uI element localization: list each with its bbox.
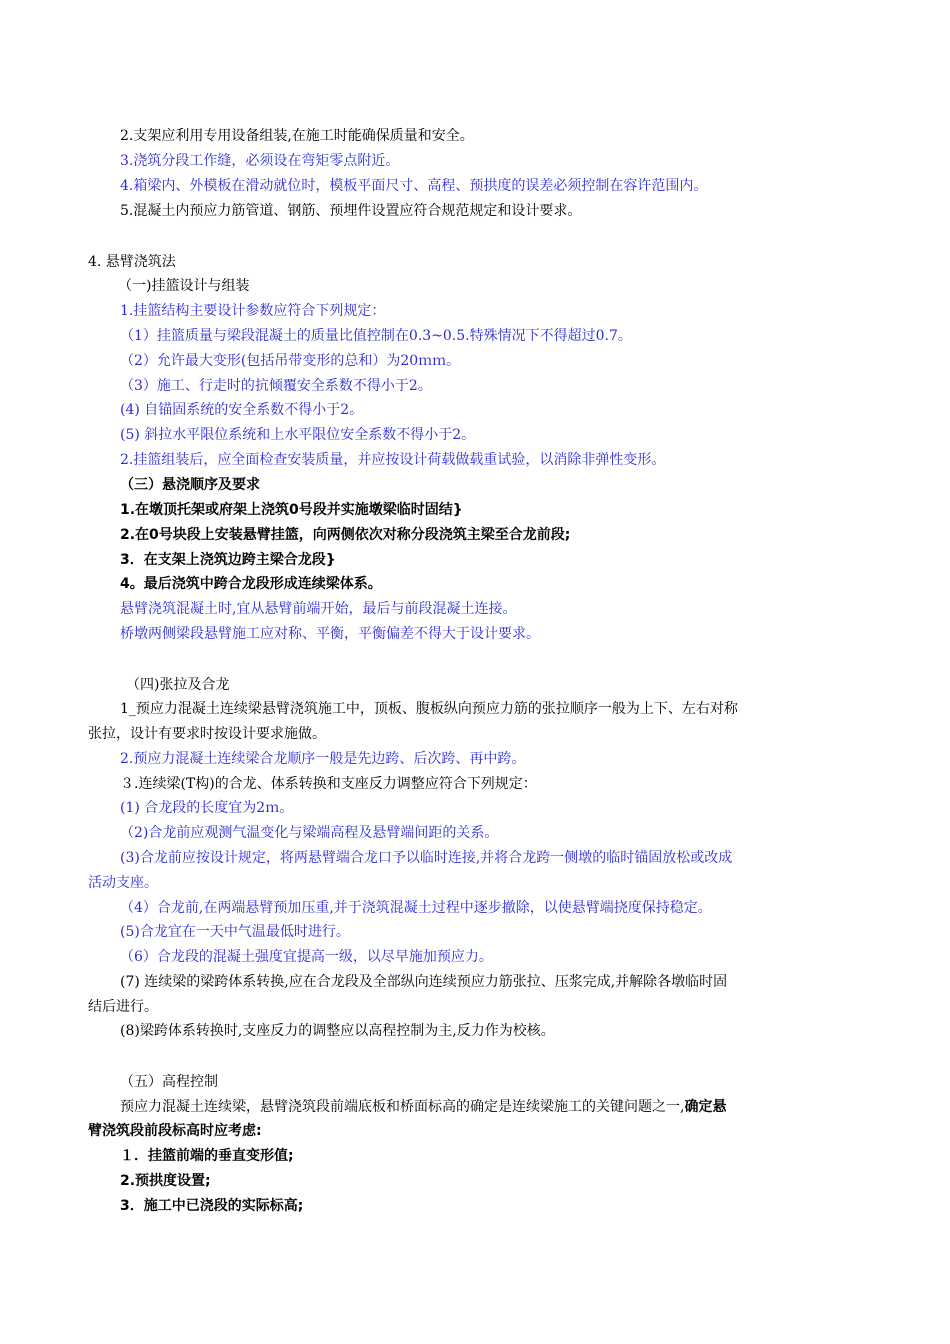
paragraph-line bbox=[120, 1097, 726, 1117]
list-item: (5) 斜拉水平限位系统和上水平限位安全系数不得小于2。 bbox=[120, 427, 476, 443]
list-item-continuation: 结后进行。 bbox=[88, 999, 158, 1015]
paragraph-line: 桥墩两侧梁段悬臂施工应对称、平衡，平衡偏差不得大于设计要求。 bbox=[120, 626, 540, 642]
list-item: 2.在0号块段上安装悬臂挂篮，向两侧依次对称分段浇筑主梁至合龙前段; bbox=[120, 527, 571, 543]
list-item: (7) 连续梁的梁跨体系转换,应在合龙段及全部纵向连续预应力筋张拉、压浆完成,并解除各墩临时固 bbox=[120, 974, 728, 990]
list-item: （2)合龙前应观测气温变化与梁端高程及悬臂端间距的关系。 bbox=[120, 825, 499, 841]
paragraph-line: 悬臂浇筑混凝土时,宜从悬臂前端开始，最后与前段混凝土连接。 bbox=[120, 601, 517, 617]
list-item: （2）允许最大变形(包括吊带变形的总和）为20ｍｍ。 bbox=[120, 353, 461, 369]
list-item: 2.预应力混凝土连续梁合龙顺序一般是先边跨、后次跨、再中跨。 bbox=[120, 751, 526, 767]
subsection-title: （三）悬浇顺序及要求 bbox=[120, 477, 260, 493]
list-item: (8)梁跨体系转换时,支座反力的调整应以高程控制为主,反力作为校核。 bbox=[120, 1023, 555, 1039]
list-item: 3．在支架上浇筑边跨主梁合龙段} bbox=[120, 552, 336, 568]
paragraph-line: 2.支架应利用专用设备组装,在施工时能确保质量和安全。 bbox=[120, 128, 474, 144]
paragraph-text: 预应力混凝土连续梁，悬臂浇筑段前端底板和桥面标高的确定是连续梁施工的关键问题之一, bbox=[120, 1099, 685, 1115]
paragraph-line: 3.浇筑分段工作缝，必须设在弯矩零点附近。 bbox=[120, 153, 400, 169]
list-item: 3．施工中已浇段的实际标高; bbox=[120, 1198, 304, 1214]
list-item: （3）施工、行走时的抗倾覆安全系数不得小于2。 bbox=[120, 378, 432, 394]
list-item: 2.预拱度设置; bbox=[120, 1173, 211, 1189]
list-item: （6）合龙段的混凝土强度宜提高一级，以尽早施加预应力。 bbox=[120, 949, 493, 965]
list-item: (5)合龙宜在一天中气温最低时进行。 bbox=[120, 924, 350, 940]
list-item: １．挂篮前端的垂直变形值; bbox=[120, 1148, 294, 1164]
list-item: (1) 合龙段的长度宜为2ｍ。 bbox=[120, 800, 294, 816]
list-item: （1）挂篮质量与梁段混凝土的质量比值控制在0.3~0.5.特殊情况下不得超过0.7。 bbox=[120, 328, 632, 344]
paragraph-line: 5.混凝土内预应力筋管道、钢筋、预埋件设置应符合规范规定和设计要求。 bbox=[120, 203, 582, 219]
list-item: (3)合龙前应按设计规定，将两悬臂端合龙口予以临时连接,并将合龙跨一侧墩的临时锚固放松或改成 bbox=[120, 850, 733, 866]
subsection-title: （五）高程控制 bbox=[120, 1074, 218, 1090]
list-item: 1.在墩顶托架或府架上浇筑0号段并实施墩梁临时固结} bbox=[120, 502, 463, 518]
list-item: （4）合龙前,在两端悬臂预加压重,并于浇筑混凝土过程中逐步撤除，以使悬臂端挠度保持稳定。 bbox=[120, 900, 712, 916]
paragraph-bold-text: 确定悬 bbox=[684, 1099, 727, 1115]
section-heading: 4. 悬臂浇筑法 bbox=[88, 254, 176, 270]
list-item: 4。最后浇筑中跨合龙段形成连续梁体系。 bbox=[120, 576, 382, 592]
paragraph-line: 1_预应力混凝土连续梁悬臂浇筑施工中，顶板、腹板纵向预应力筋的张拉顺序一般为上下、左右对称 bbox=[120, 701, 738, 717]
list-item-continuation: 活动支座。 bbox=[88, 875, 158, 891]
subsection-title: （一)挂篮设计与组装 bbox=[118, 278, 250, 294]
list-item: (4) 自锚固系统的安全系数不得小于2。 bbox=[120, 402, 364, 418]
list-item: 1.挂篮结构主要设计参数应符合下列规定： bbox=[120, 303, 386, 319]
paragraph-line: 臂浇筑段前段标高时应考虑: bbox=[88, 1123, 262, 1139]
paragraph-line: 张拉，设计有要求时按设计要求施做。 bbox=[88, 726, 326, 742]
subsection-title: （四)张拉及合龙 bbox=[126, 677, 230, 693]
list-item: 2.挂篮组装后，应全面检查安装质量，并应按设计荷载做载重试验，以消除非弹性变形。 bbox=[120, 452, 666, 468]
list-item: ３.连续梁(T构)的合龙、体系转换和支座反力调整应符合下列规定： bbox=[120, 776, 537, 792]
paragraph-line: 4.箱梁内、外模板在滑动就位时，模板平面尺寸、高程、预拱度的误差必须控制在容许范围内。 bbox=[120, 178, 708, 194]
